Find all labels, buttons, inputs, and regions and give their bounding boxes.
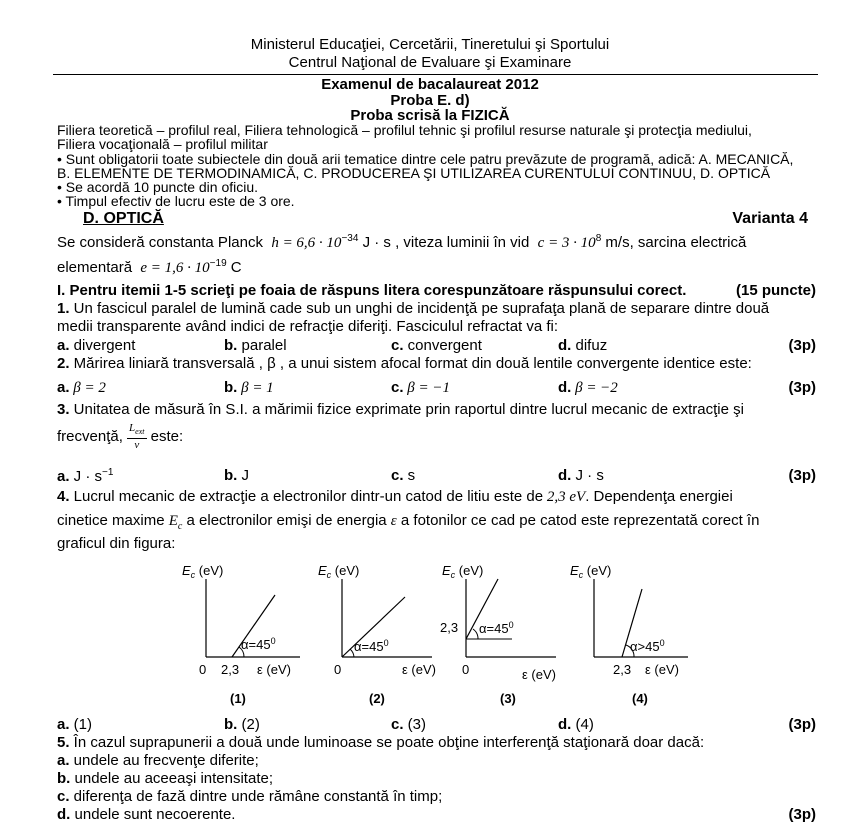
q3-line-1 [57, 401, 744, 418]
graph-1-origin: 0 [199, 662, 207, 677]
q3-option-b: b. J [224, 467, 250, 484]
graph-4-xlabel: ε (eV) [645, 662, 679, 677]
q4-graphs [0, 557, 860, 717]
q4-line-2: cinetice maxime $E_c$ a electronilor emişi de energia ε a fotonilor ce cad pe catod este reprezentată corect în [57, 512, 760, 532]
graph-1-tick: 2,3 [221, 662, 240, 677]
intro-line-2: Filiera vocaţională – profilul militar [57, 136, 268, 152]
q5-option-d: d. undele sunt necoerente. [57, 806, 236, 823]
graph-4-tick: 2,3 [613, 662, 632, 677]
graph-3-tick: 2,3 [440, 620, 459, 635]
q4-number: 4. [57, 488, 70, 505]
q5-points: (3p) [788, 806, 816, 823]
graph-2-xlabel: ε (eV) [402, 662, 436, 677]
charge-exponent: −19 [209, 258, 227, 269]
graph-2-caption: (2) [369, 691, 385, 706]
q4-points: (3p) [788, 716, 816, 733]
planck-exponent: −34 [341, 233, 359, 244]
part1-heading: I. Pentru itemii 1-5 scrieţi pe foaia de răspuns litera corespunzătoare răspunsului corect. [57, 282, 687, 299]
light-exponent: 8 [595, 233, 602, 244]
q2-option-d: d. β = −2 [558, 379, 618, 396]
q1-option-a: a. divergent [57, 337, 136, 354]
exam-subject: Proba scrisă la FIZICĂ [350, 107, 510, 124]
graph-2 [318, 563, 436, 706]
evaluation-center: Centrul Naţional de Evaluare şi Examinare [288, 54, 572, 71]
q3-text-1: Unitatea de măsură în S.I. a mărimii fizice exprimate prin raportul dintre lucrul mecanic de extracţie şi [69, 401, 744, 418]
graph-3-origin: 0 [462, 662, 470, 677]
intro-bullet-3: • Timpul efectiv de lucru este de 3 ore. [57, 193, 295, 209]
q1-points: (3p) [788, 337, 816, 354]
intro-bullet-1a: • Sunt obligatorii toate subiectele din două arii tematice dintre cele patru prevăzute de programă, adică: A. MECANICĂ, [57, 151, 794, 167]
intro-bullet-1b: B. ELEMENTE DE TERMODINAMICĂ, C. PRODUCEREA ŞI UTILIZAREA CURENTULUI CONTINUU, D. OPTICĂ [57, 165, 771, 181]
q5-text: În cazul suprapunerii a două unde luminoase se poate obţine interferenţă staţionară doar dacă: [69, 734, 705, 751]
graph-4-caption: (4) [632, 691, 648, 706]
q1-option-c: c. convergent [391, 337, 482, 354]
q2-option-a: a. β = 2 [57, 379, 106, 396]
q2-option-b: b. β = 1 [224, 379, 274, 396]
part1-points: (15 puncte) [735, 282, 816, 299]
light-unit: m/s, [601, 234, 634, 251]
q4-option-d: d. (4) [558, 716, 594, 733]
constants-text-3: sarcina electrică [637, 234, 747, 251]
constants-text-2: viteza luminii în vid [403, 234, 530, 251]
variant-label: Varianta 4 [732, 210, 808, 227]
q1-text-1: Un fascicul paralel de lumină cade sub un unghi de incidenţă pe suprafaţa plană de separare dintre două [69, 300, 770, 317]
constants-line-2 [57, 258, 242, 277]
graph-3-angle-arc [473, 629, 478, 639]
q3-option-c: c. s [391, 467, 416, 484]
exam-title: Examenul de bacalaureat 2012 [321, 76, 539, 93]
q4-work-value: 2,3 eV [543, 489, 586, 505]
graph-2-origin: 0 [334, 662, 342, 677]
q2-points: (3p) [788, 379, 816, 396]
constants-text-1: Se consideră constanta Planck [57, 234, 263, 251]
q5-line [57, 734, 704, 751]
q5-option-b: b. undele au aceeaşi intensitate; [57, 770, 273, 787]
charge-unit: C [226, 259, 242, 276]
q3-line-2 [57, 422, 183, 452]
q2-text: Mărirea liniară transversală , β , a unui sistem afocal format din două lentile convergente identice este: [69, 355, 752, 372]
graph-2-ylabel: $E_c$ (eV) [318, 563, 360, 580]
q1-line-1 [57, 300, 769, 317]
q1-number: 1. [57, 300, 70, 317]
q1-option-d: d. difuz [558, 337, 608, 354]
graph-1-caption: (1) [230, 691, 246, 706]
q3-points: (3p) [788, 467, 816, 484]
graph-3-angle: $\alpha=45^0$ [479, 620, 514, 636]
header-divider [53, 74, 818, 75]
light-speed: c = 3 · 10 [537, 235, 596, 251]
planck-unit: J · s , [358, 234, 400, 251]
intro-line-1: Filiera teoretică – profilul real, Filiera tehnologică – profilul tehnic şi profilul resurse naturale şi protecţia mediului, [57, 122, 752, 138]
q4-option-b: b. (2) [224, 716, 260, 733]
q4-text-1: Lucrul mecanic de extracţie a electronilor dintr-un catod de litiu este de [69, 488, 544, 505]
q2-number: 2. [57, 355, 70, 372]
q1-option-b: b. paralel [224, 337, 287, 354]
graph-3-caption: (3) [500, 691, 516, 706]
q3-option-d: d. J · s [558, 467, 604, 484]
graph-4-angle: $\alpha>45^0$ [630, 638, 665, 654]
section-title: D. OPTICĂ [83, 210, 164, 227]
graph-1-ylabel: $E_c$ (eV) [182, 563, 224, 580]
q5-number: 5. [57, 734, 70, 751]
q5-option-c: c. diferenţa de fază dintre unde rămâne constantă în timp; [57, 788, 443, 805]
q1-text-2: medii transparente având indici de refracţie diferiţi. Fasciculul refractat va fi: [57, 318, 559, 335]
graph-1 [182, 563, 300, 706]
q3-option-a: a. $J \cdot s^{-1}$ [57, 467, 114, 485]
exam-proba: Proba E. d) [390, 92, 470, 109]
q4-text-3: graficul din figura: [57, 535, 176, 552]
intro-bullet-2: • Se acordă 10 puncte din oficiu. [57, 179, 259, 195]
constants-line-1 [57, 233, 746, 252]
q4-option-a: a. (1) [57, 716, 93, 733]
graph-4 [570, 563, 688, 706]
q5-option-a: a. undele au frecvenţe diferite; [57, 752, 259, 769]
graph-4-ylabel: $E_c$ (eV) [570, 563, 612, 580]
graph-3-xlabel: ε (eV) [522, 667, 556, 682]
q3-text-3: este: [150, 428, 184, 446]
graph-2-angle: $\alpha=45^0$ [354, 638, 389, 654]
ministry-name: Ministerul Educaţiei, Cercetării, Tineretului şi Sportului [250, 36, 610, 53]
q4-option-c: c. (3) [391, 716, 427, 733]
q3-fraction: $\frac{L_{ext}}{\nu}$ [129, 422, 145, 452]
graph-3-ylabel: $E_c$ (eV) [442, 563, 484, 580]
constants-text-4: elementară [57, 259, 133, 276]
graph-3 [440, 563, 556, 706]
q3-text-2: frecvenţă, [57, 428, 123, 446]
planck-constant: h = 6,6 · 10 [271, 235, 342, 251]
electron-charge: e = 1,6 · 10 [140, 260, 210, 276]
q4-text-1b: . Dependenţa energiei [585, 488, 733, 505]
graph-1-xlabel: ε (eV) [257, 662, 291, 677]
q3-number: 3. [57, 401, 70, 418]
q2-line [57, 355, 752, 372]
q2-option-c: c. β = −1 [391, 379, 450, 396]
q4-line-1 [57, 488, 733, 506]
graph-1-angle: $\alpha=45^0$ [241, 636, 276, 652]
